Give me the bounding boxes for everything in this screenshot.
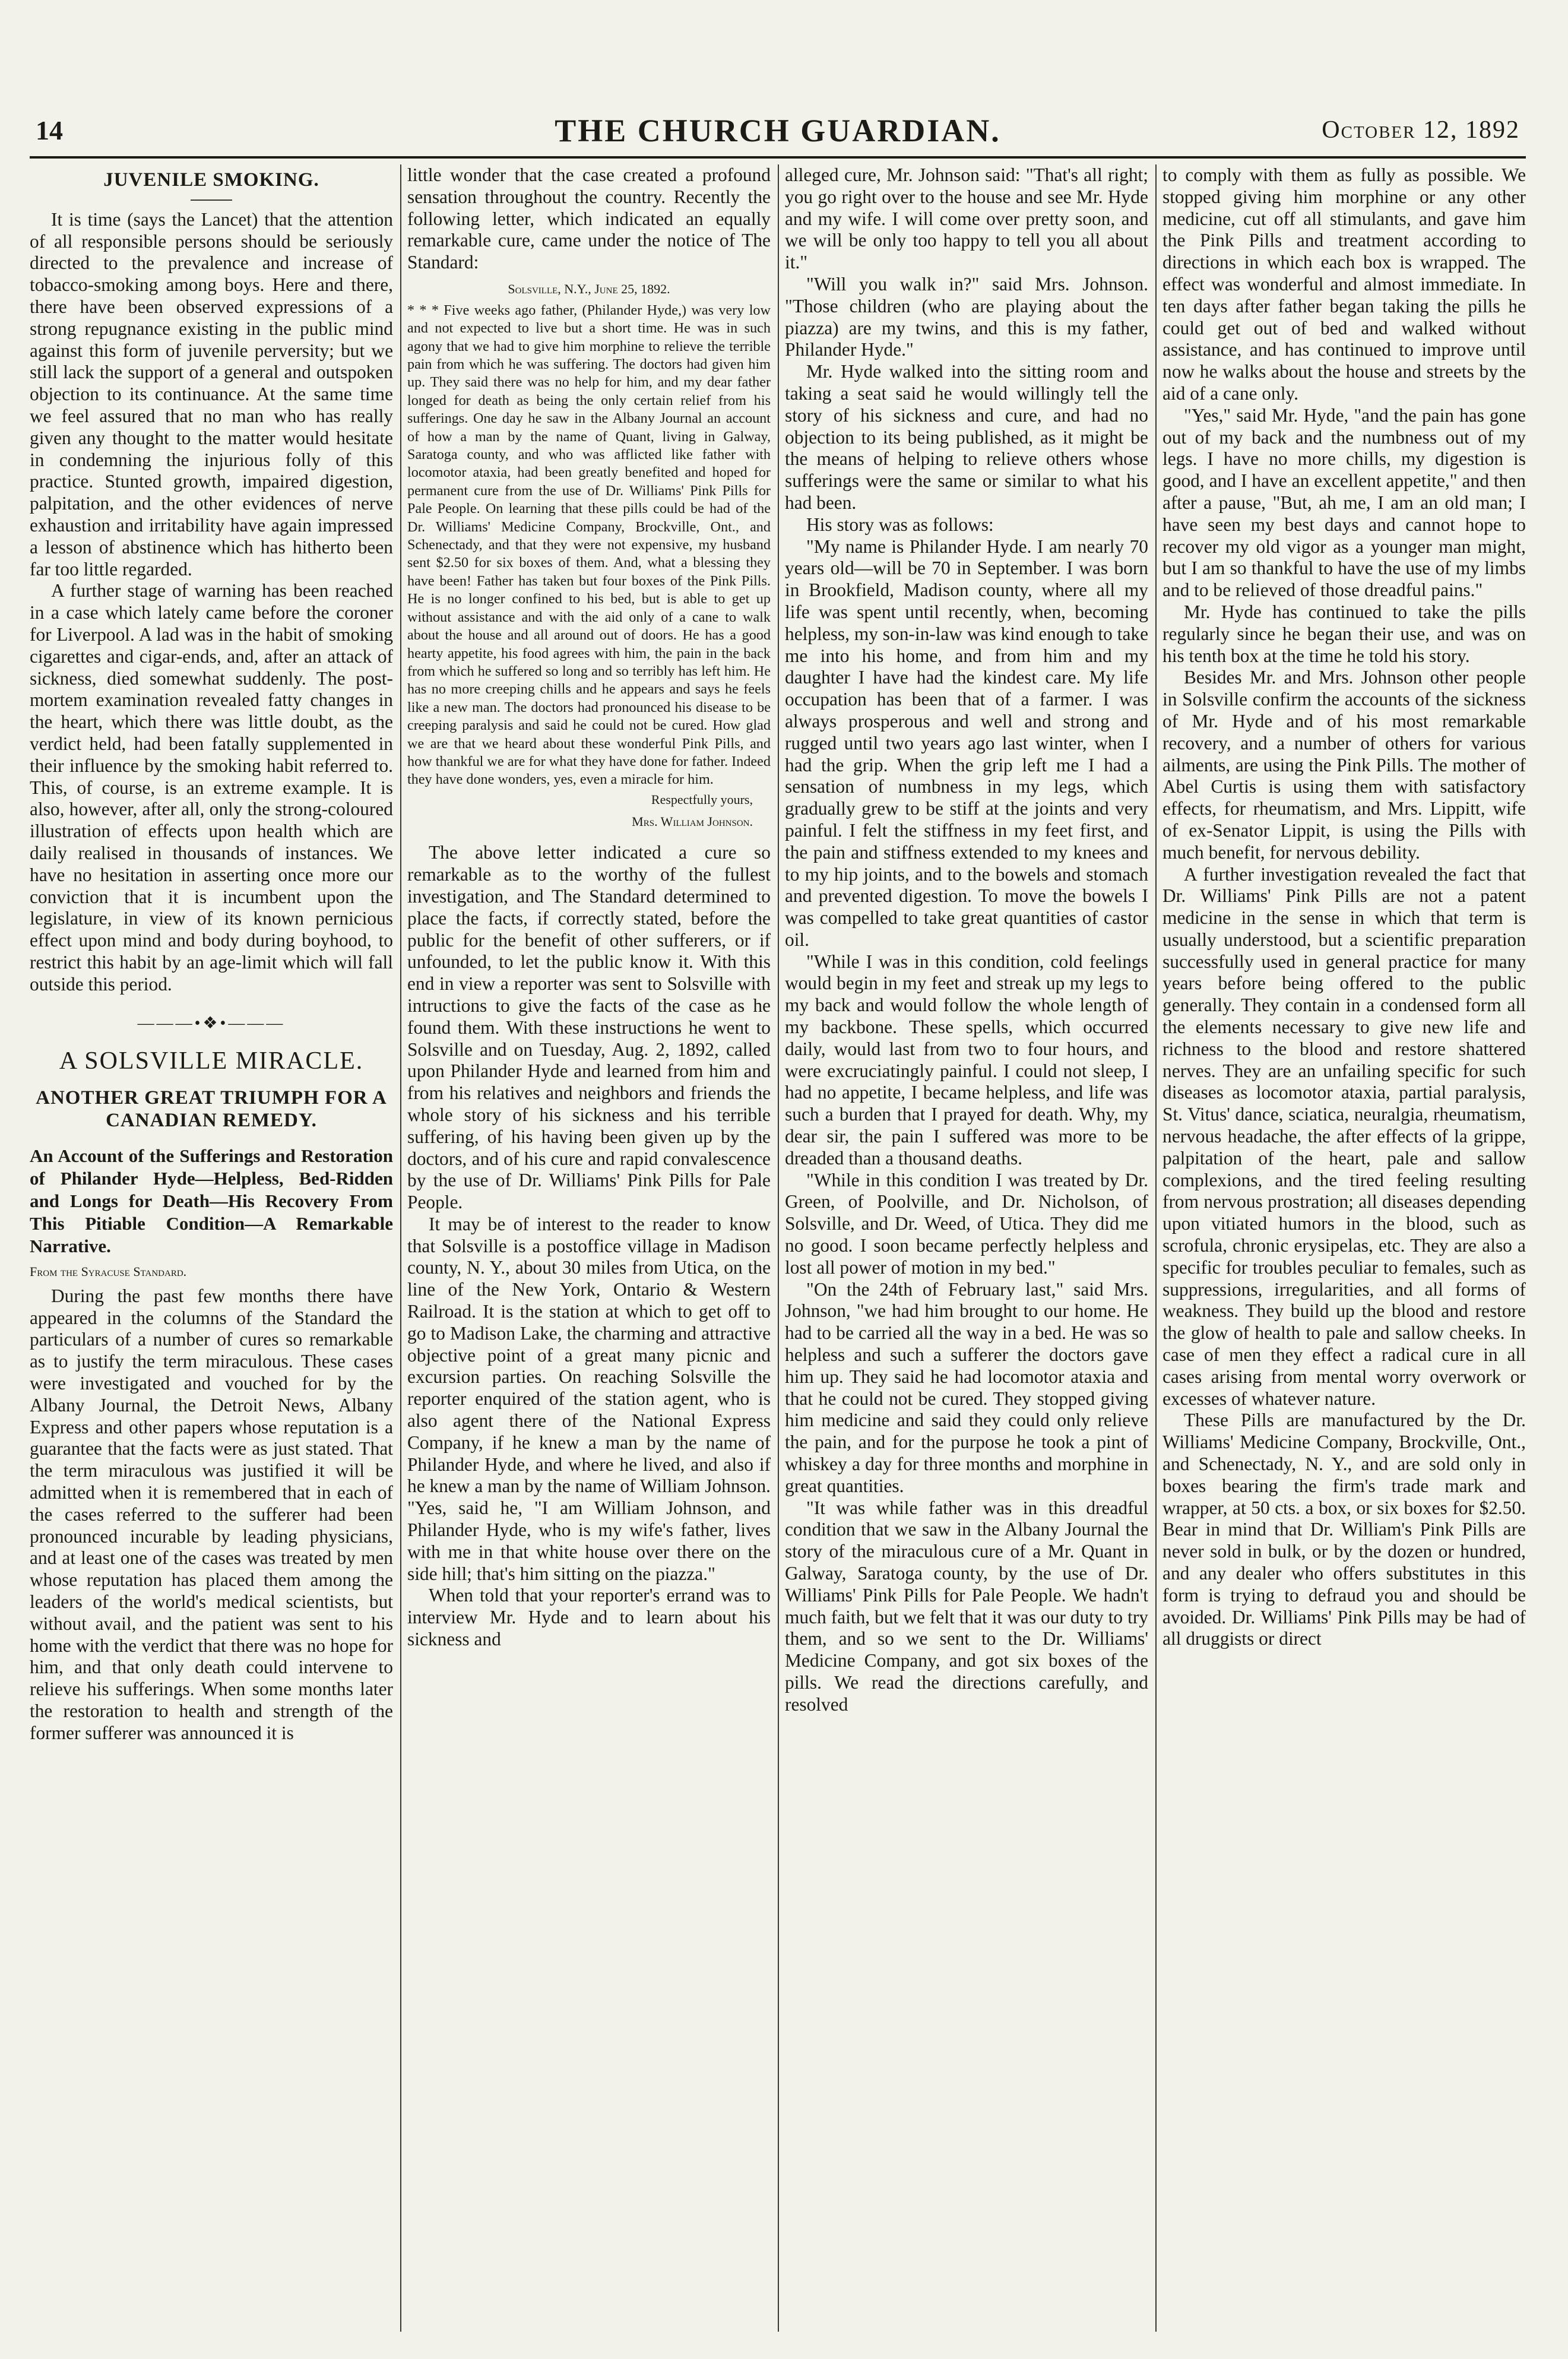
column-divider xyxy=(400,164,401,2332)
paragraph: Mr. Hyde has continued to take the pills regularly since he began their use, and was on his tenth box at the time he told his story. xyxy=(1162,601,1526,666)
article-source: From the Syracuse Standard. xyxy=(30,1264,187,1280)
column-4 xyxy=(1162,164,1526,1650)
article-summary: An Account of the Sufferings and Restoration of Philander Hyde—Helpless, Bed-Ridden and Longs for Death—His Recovery From This Pitiable Condition—A Remarkable Narrative. xyxy=(30,1145,393,1257)
article-heading-solsville-miracle: A SOLSVILLE MIRACLE. xyxy=(59,1047,364,1075)
column-1 xyxy=(30,164,393,1744)
letter-closing: Respectfully yours, xyxy=(651,791,753,807)
paragraph: When told that your reporter's errand was to interview Mr. Hyde and to learn about his sickness and xyxy=(407,1585,771,1650)
page-number: 14 xyxy=(36,115,63,145)
paragraph: "While in this condition I was treated by Dr. Green, of Poolville, and Dr. Nicholson, of Solsville, and Dr. Weed, of Utica. They did me no good. I soon became perfectly helpless and lost all power of motion in my bed." xyxy=(785,1169,1148,1278)
paragraph: alleged cure, Mr. Johnson said: "That's all right; you go right over to the house and see Mr. Hyde and my wife. I will come over pretty soon, and we will be only too happy to tell you all about it." xyxy=(785,164,1148,273)
paragraph: "It was while father was in this dreadful condition that we saw in the Albany Journal the story of the miraculous cure of a Mr. Quant in Galway, Saratoga county, by the use of Dr. Williams' Pink Pills for Pale People. We hadn't much faith, but we felt that it was our duty to try them, and so we sent to the Dr. Williams' Medicine Company, and got six boxes of the pills. We read the directions carefully, and resolved xyxy=(785,1497,1148,1715)
paragraph: It may be of interest to the reader to know that Solsville is a postoffice village in Madison county, N. Y., about 30 miles from Utica, on the line of the New York, Ontario & Western Railroad. It is the station at which to get off to go to Madison Lake, the charming and attractive objective point of a great many picnic and excursion parties. On reaching Solsville the reporter enquired of the station agent, who is also agent there of the National Express Company, if he knew a man by the name of Philander Hyde, and where he lived, and also if he knew a man by the name of William Johnson. "Yes, said he, "I am William Johnson, and Philander Hyde, who is my wife's father, lives with me in that white house over there on the side hill; that's him sitting on the piazza." xyxy=(407,1213,771,1584)
masthead-rule xyxy=(30,156,1526,159)
masthead xyxy=(30,110,1526,157)
paragraph: "Yes," said Mr. Hyde, "and the pain has gone out of my back and the numbness out of my legs. I have no more chills, my digestion is good, and I have an excellent appetite," and then after a pause, "But, ah me, I am an old man; I have seen my best days and cannot hope to recover my old vigor as a younger man might, but I am so thankful to have the use of my limbs and to be relieved of those dreadful pains." xyxy=(1162,404,1526,601)
paragraph: "Will you walk in?" said Mrs. Johnson. "Those children (who are playing about the piazza) are my twins, and this is my father, Philander Hyde." xyxy=(785,273,1148,360)
paragraph: "While I was in this condition, cold feelings would begin in my feet and streak up my legs to my back and would follow the whole length of my backbone. These spells, which occurred daily, would last from two to four hours, and were excruciatingly painful. I could not sleep, I had no appetite, I became helpless, and life was such a burden that I prayed for death. Why, my dear sir, the pain I suffered was more to be dreaded than a thousand deaths. xyxy=(785,951,1148,1169)
letter-signature: Mrs. William Johnson. xyxy=(632,813,753,829)
paragraph: A further stage of warning has been reached in a case which lately came before the coroner for Liverpool. A lad was in the habit of smoking cigarettes and cigar-ends, and, after an attack of sickness, died somewhat suddenly. The post-mortem examination revealed fatty changes in the heart, which there was little doubt, as the verdict held, had been fatally supplemented in their influence by the smoking habit referred to. This, of course, is an extreme example. It is also, however, after all, only the strong-coloured illustration of effects upon health which are daily realised in thousands of instances. We have no hesitation in asserting once more our conviction that it is incumbent upon the legislature, in view of its known pernicious effect upon mind and body during boyhood, to restrict this habit by an age-limit which will fall outside this period. xyxy=(30,580,393,995)
article-subheading: ANOTHER GREAT TRIUMPH FOR A CANADIAN REMEDY. xyxy=(36,1087,387,1132)
paragraph: Mr. Hyde walked into the sitting room and taking a seat said he would willingly tell the story of his sickness and cure, and had no objection to its being published, as it might be the means of helping to relieve others whose sufferings were the same or similar to what his had been. xyxy=(785,361,1148,513)
paragraph: Besides Mr. and Mrs. Johnson other people in Solsville confirm the accounts of the sickness of Mr. Hyde and of his most remarkable recovery, and a number of others for various ailments, are using the Pink Pills. The mother of Abel Curtis is using them with satisfactory effects, for rheumatism, and Mrs. Lippitt, wife of ex-Senator Lippit, is using the Pills with much benefit, for nervous debility. xyxy=(1162,667,1526,863)
letter-body: * * * Five weeks ago father, (Philander Hyde,) was very low and not expected to live but a short time. He was in such agony that we had to give him morphine to relieve the terrible pain from which he was suffering. The doctors had given him up. They said there was no help for him, and my dear father longed for death as being the only certain relief from his sufferings. One day he saw in the Albany Journal an account of how a man by the name of Quant, living in Galway, Saratoga county, and who was afflicted like father with locomotor ataxia, had been greatly benefited and hoped for permanent cure from the use of Dr. Williams' Pink Pills for Pale People. On learning that these pills could be had of the Dr. Williams' Medicine Company, Brockville, Ont., and Schenectady, and that they were not expensive, my husband sent $2.50 for six boxes of them. And, what a blessing they have been! Father has taken but four boxes of the Pink Pills. He is no longer confined to his bed, but is able to get up without assistance and with the aid only of a cane to walk about the house and all around out of doors. He has a good hearty appetite, his food agrees with him, the pain in the back from which he suffered so long and so terribly has left him. He has no more creeping chills and he appears and says he feels like a new man. The doctors had pronounced his disease to be creeping paralysis and said he could not be cured. How glad we are that we heard about these wonderful Pink Pills, and how thankful we are for what they have done for father. Indeed they have done wonders, yes, even a miracle for him. xyxy=(407,302,771,788)
paragraph: These Pills are manufactured by the Dr. Williams' Medicine Company, Brockville, Ont., and Schenectady, N. Y., and are sold only in boxes bearing the firm's trade mark and wrapper, at 50 cts. a box, or six boxes for $2.50. Bear in mind that Dr. William's Pink Pills are never sold in bulk, or by the dozen or hundred, and any dealer who offers substitutes in this form is trying to defraud you and should be avoided. Dr. Williams' Pink Pills may be had of all druggists or direct xyxy=(1162,1410,1526,1649)
heading-rule xyxy=(191,200,232,201)
paragraph: to comply with them as fully as possible. We stopped giving him morphine or any other medicine, cut off all stimulants, and gave him the Pink Pills and treatment according to directions in which each box is wrapped. The effect was wonderful and almost immediate. In ten days after father began taking the pills he could get out of bed and walked without assistance, and has continued to improve until now he walks about the house and streets by the aid of a cane only. xyxy=(1162,164,1526,404)
letter-dateline: Solsville, N.Y., June 25, 1892. xyxy=(508,281,670,296)
column-divider xyxy=(1155,164,1157,2332)
paragraph: little wonder that the case created a profound sensation throughout the country. Recently the following letter, which indicated an equally remarkable cure, came under the notice of The Standard: xyxy=(407,164,771,273)
column-2 xyxy=(407,164,771,1651)
article-heading-juvenile-smoking: JUVENILE SMOKING. xyxy=(103,169,319,191)
paragraph: A further investigation revealed the fact that Dr. Williams' Pink Pills are not a patent medicine in the sense in which that term is usually understood, but a scientific preparation successfully used in general practice for many years before being offered to the public generally. They contain in a condensed form all the elements necessary to give new life and richness to the blood and restore shattered nerves. They are an unfailing specific for such diseases as locomotor ataxia, partial paralysis, St. Vitus' dance, sciatica, neuralgia, rheumatism, nervous headache, the after effects of la grippe, palpitation of the heart, pale and sallow complexions, and the tired feeling resulting from nervous prostration; all diseases depending upon vitiated humors in the blood, such as scrofula, chronic erysipelas, etc. They are also a specific for troubles peculiar to females, such as suppressions, irregularities, and all forms of weakness. They build up the blood and restore the glow of health to pale and sallow cheeks. In case of men they effect a radical cure in all cases arising from mental worry overwork or excesses of whatever nature. xyxy=(1162,863,1526,1409)
column-divider xyxy=(778,164,779,2332)
column-3 xyxy=(785,164,1148,1716)
issue-date: October 12, 1892 xyxy=(1322,116,1520,144)
paragraph: During the past few months there have appeared in the columns of the Standard the particulars of a number of cures so remarkable as to justify the term miraculous. These cases were investigated and vouched for by the Albany Journal, the Detroit News, Albany Express and other papers whose reputation is a guarantee that the facts were as just stated. That the term miraculous was justified it will be admitted when it is remembered that in each of the cases referred to the sufferer had been pronounced incurable by leading physicians, and at least one of the cases was treated by men whose reputation has placed them among the leaders of the world's medical scientists, but without avail, and the patient was sent to his home with the verdict that there was no hope for him, and that only death could intervene to relieve his sufferings. When some months later the restoration to health and strength of the former sufferer was announced it is xyxy=(30,1285,393,1743)
paragraph: The above letter indicated a cure so remarkable as to the worthy of the fullest investigation, and The Standard determined to place the facts, if correctly stated, before the public for the benefit of other sufferers, or if unfounded, to let the public know it. With this end in view a reporter was sent to Solsville with intructions to give the facts of the case as he found them. With these instructions he went to Solsville and on Tuesday, Aug. 2, 1892, called upon Philander Hyde and learned from him and from his relatives and neighbors and friends the whole story of his sickness and his terrible suffering, of his having been given up by the doctors, and of his cure and rapid convalescence by the use of Dr. Williams' Pink Pills for Pale People. xyxy=(407,842,771,1213)
section-ornament: ———•❖•——— xyxy=(137,1014,286,1033)
paragraph: His story was as follows: xyxy=(806,514,994,535)
paragraph: It is time (says the Lancet) that the attention of all responsible persons should be seriously directed to the prevalence and increase of tobacco-smoking among boys. Here and there, there have been observed expressions of a strong repugnance existing in the public mind against this form of juvenile perversity; but we still lack the support of a general and outspoken objection to its continuance. At the same time we feel assured that no man who has really given any thought to the matter would hesitate in condemning the injurious folly of this practice. Stunted growth, impaired digestion, palpitation, and the other evidences of nerve exhaustion and irritability have again impressed a lesson of abstinence which has hitherto been far too little regarded. xyxy=(30,208,393,580)
newspaper-title: THE CHURCH GUARDIAN. xyxy=(555,113,1001,148)
newspaper-page xyxy=(30,110,1526,2336)
paragraph: "On the 24th of February last," said Mrs. Johnson, "we had him brought to our home. He had to be carried all the way in a bed. He was so helpless and such a sufferer the doctors gave him up. They said he had locomotor ataxia and that he could not be cured. They stopped giving him medicine and said they could only relieve the pain, and for the purpose he took a pint of whiskey a day for three months and morphine in great quantities. xyxy=(785,1278,1148,1496)
paragraph: "My name is Philander Hyde. I am nearly 70 years old—will be 70 in September. I was born in Brookfield, Madison county, where all my life was spent until recently, when, becoming helpless, my son-in-law was kind enough to take me into his home, and from him and my daughter I have had the kindest care. My life occupation has been that of a farmer. I was always prosperous and well and strong and rugged until two years ago last winter, when I had the grip. When the grip left me I had a sensation of numbness in my legs, which gradually grew to be stiff at the joints and very painful. I felt the stiffness in my feet first, and the pain and stiffness extended to my knees and to my hip joints, and to the bowels and stomach and prevented digestion. To move the bowels I was compelled to take great quantities of castor oil. xyxy=(785,536,1149,950)
